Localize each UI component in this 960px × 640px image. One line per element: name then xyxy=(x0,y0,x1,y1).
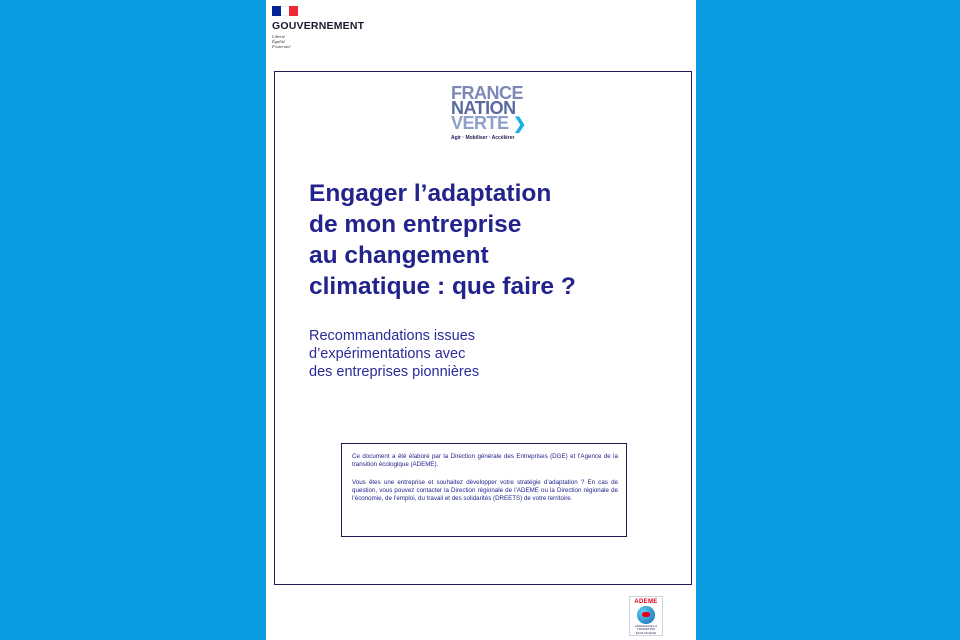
document-subtitle: Recommandations issues d’expérimentations avec des entreprises pionnières xyxy=(309,328,480,380)
info-box xyxy=(341,443,627,537)
french-flag-icon xyxy=(272,6,298,16)
cover-frame xyxy=(274,71,692,585)
chevron-right-icon: ❯ xyxy=(513,116,526,133)
government-motto: Liberté Égalité Fraternité xyxy=(272,34,291,49)
ademe-logo: ADEME AGENCE DE LA TRANSITION ÉCOLOGIQUE xyxy=(629,596,663,636)
ademe-subtitle: AGENCE DE LA TRANSITION ÉCOLOGIQUE xyxy=(634,624,658,635)
globe-icon xyxy=(637,606,655,624)
document-page xyxy=(266,0,696,640)
info-paragraph-contact: Vous êtes une entreprise et souhaitez développer votre stratégie d’adaptation ? En cas de question, vous pouvez contacter la Direction régionale de l’ADEME ou la Direction régionale de l’économie, de l’emploi, du travail et des solidarités (DREETS) de votre territoire. xyxy=(352,478,618,503)
info-paragraph-authors: Ce document a été élaboré par la Direction générale des Entreprises (DGE) et l’Agence de la transition écologique (ADEME). xyxy=(352,453,618,469)
france-nation-verte-logo: FRANCE NATION VERTE ❯ Agir · Mobiliser · Accélérer xyxy=(451,86,541,141)
government-title: GOUVERNEMENT xyxy=(272,20,365,32)
document-title: Engager l’adaptation de mon entreprise au changement climatique : que faire ? xyxy=(309,180,576,300)
logo-tagline: Agir · Mobiliser · Accélérer xyxy=(451,135,515,141)
government-logo xyxy=(272,6,364,49)
